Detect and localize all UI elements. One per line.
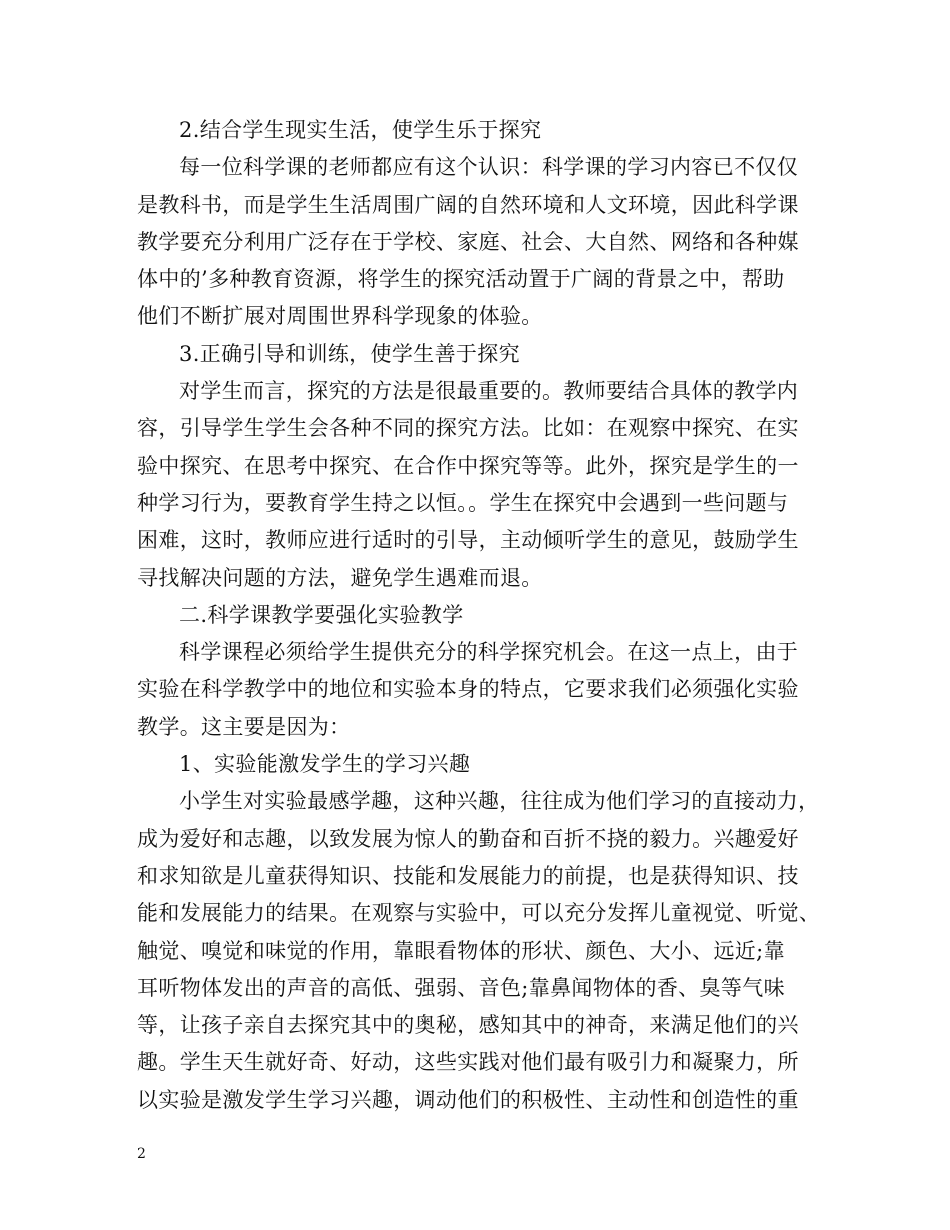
paragraph-line: 成为爱好和志趣，以致发展为惊人的勤奋和百折不挠的毅力。兴趣爱好: [137, 826, 799, 851]
paragraph-line: 以实验是激发学生学习兴趣，调动他们的积极性、主动性和创造性的重: [137, 1087, 799, 1112]
heading-line: 二.科学课教学要强化实验教学: [179, 602, 464, 627]
paragraph-line: 触觉、嗅觉和味觉的作用，靠眼看物体的形状、颜色、大小、远近;靠: [137, 938, 785, 963]
heading-line: 2.结合学生现实生活，使学生乐于探究: [179, 118, 542, 142]
paragraph-line: 和求知欲是儿童获得知识、技能和发展能力的前提，也是获得知识、技: [137, 863, 799, 888]
paragraph-line: 体中的’多种教育资源，将学生的探究活动置于广阔的背景之中，帮助: [137, 267, 785, 292]
paragraph-line: 验中探究、在思考中探究、在合作中探究等等。此外，探究是学生的一: [137, 453, 799, 478]
paragraph-line: 对学生而言，探究的方法是很最重要的。教师要结合具体的教学内: [179, 379, 799, 404]
page-number: 2: [137, 1146, 146, 1162]
paragraph-line: 困难，这时，教师应进行适时的引导，主动倾听学生的意见，鼓励学生: [137, 528, 799, 553]
paragraph-line: 每一位科学课的老师都应有这个认识：科学课的学习内容已不仅仅: [179, 155, 799, 180]
paragraph-line: 能和发展能力的结果。在观察与实验中，可以充分发挥儿童视觉、听觉、: [137, 901, 821, 926]
paragraph-line: 科学课程必须给学生提供充分的科学探究机会。在这一点上，由于: [179, 640, 799, 665]
paragraph-line: 小学生对实验最感学趣，这种兴趣，往往成为他们学习的直接动力，: [179, 789, 820, 814]
paragraph-line: 教学。这主要是因为：: [137, 714, 351, 739]
paragraph-line: 教学要充分利用广泛存在于学校、家庭、社会、大自然、网络和各种媒: [137, 229, 799, 254]
paragraph-line: 耳听物体发出的声音的高低、强弱、音色;靠鼻闻物体的香、臭等气味: [137, 975, 785, 1000]
heading-line: 1、实验能激发学生的学习兴趣: [179, 752, 471, 777]
heading-line: 3.正确引导和训练，使学生善于探究: [179, 341, 520, 366]
paragraph-line: 他们不断扩展对周围世界科学现象的体验。: [137, 304, 543, 329]
paragraph-line: 种学习行为，要教育学生持之以恒。。学生在探究中会遇到一些问题与: [137, 490, 789, 515]
paragraph-line: 是教科书，而是学生生活周围广阔的自然环境和人文环境，因此科学课: [137, 192, 799, 217]
paragraph-line: 趣。学生天生就好奇、好动，这些实践对他们最有吸引力和凝聚力，所: [137, 1050, 799, 1075]
paragraph-line: 寻找解决问题的方法，避免学生遇难而退。: [137, 565, 543, 590]
body-text: [137, 112, 821, 1119]
paragraph-line: 等，让孩子亲自去探究其中的奥秘，感知其中的神奇，来满足他们的兴: [137, 1013, 799, 1038]
paragraph-line: 容，引导学生学生会各种不同的探究方法。比如：在观察中探究、在实: [137, 416, 799, 441]
paragraph-line: 实验在科学教学中的地位和实验本身的特点，它要求我们必须强化实验: [137, 677, 799, 702]
